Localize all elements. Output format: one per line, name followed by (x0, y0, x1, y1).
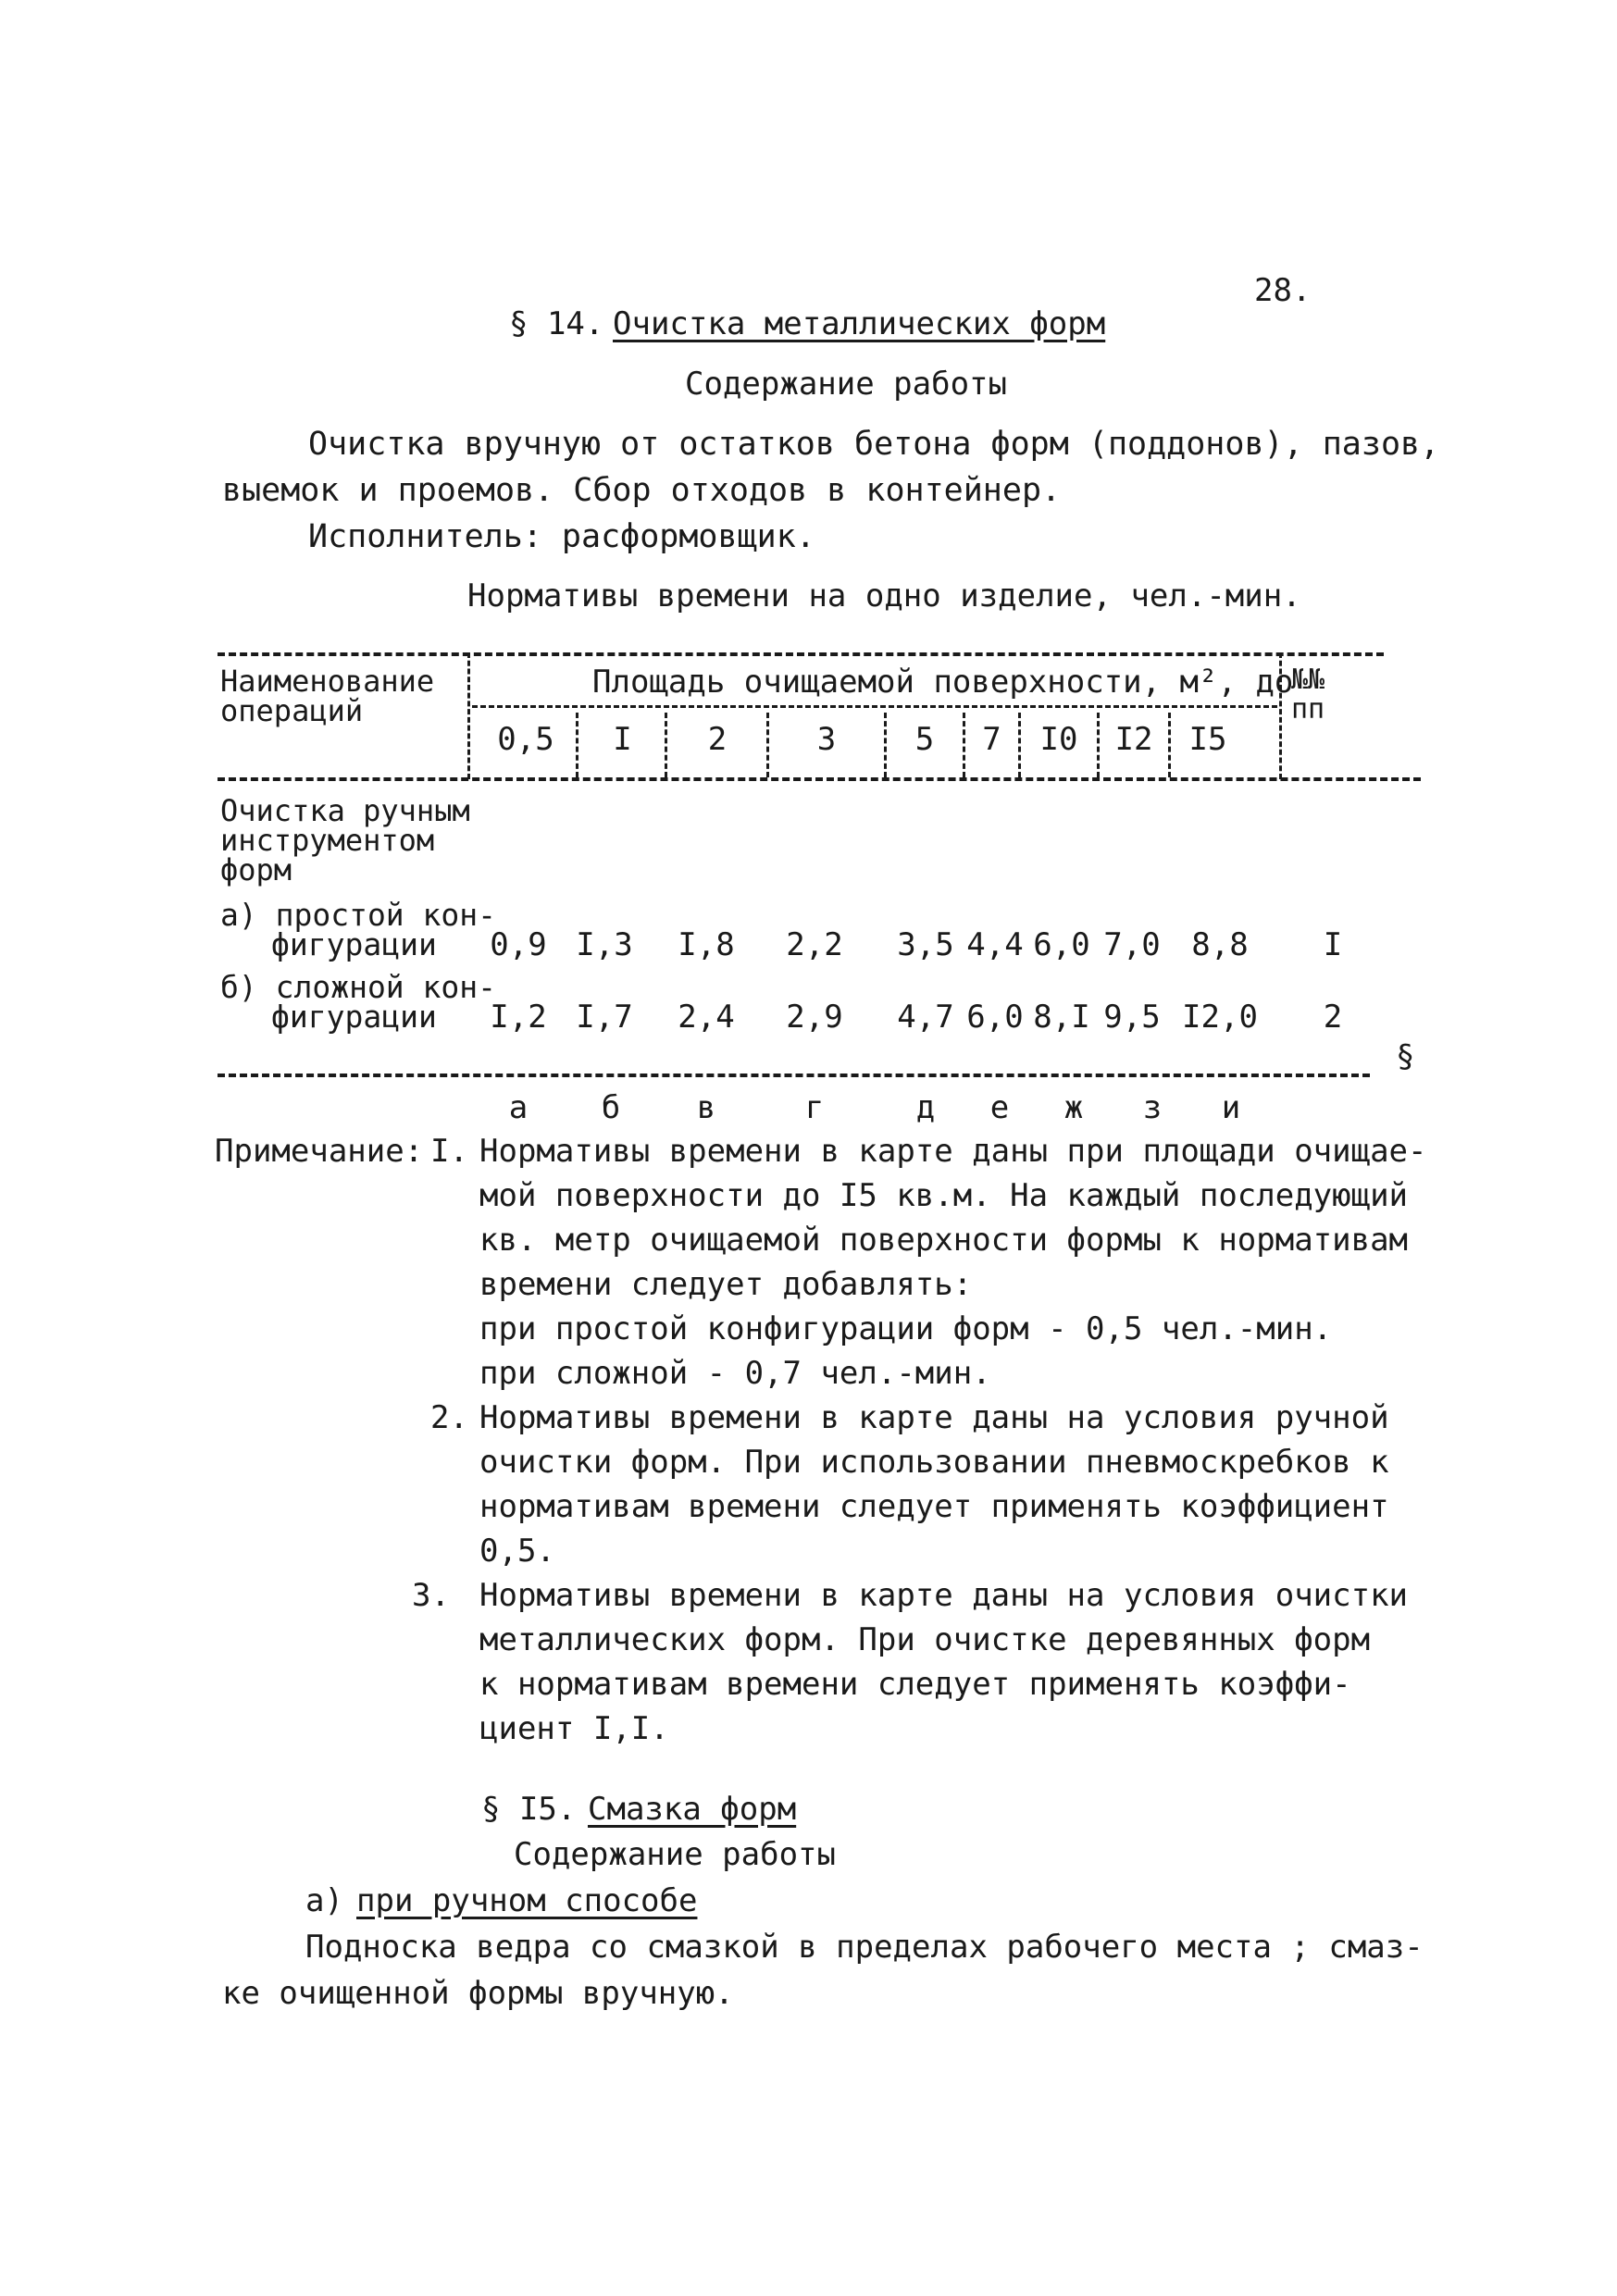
group-label-line3: форм (220, 852, 292, 887)
note-3-line-2: металлических форм. При очистке деревянных форм (479, 1621, 1371, 1658)
note-2-line-2: очистки форм. При использовании пневмоскребков к (479, 1444, 1389, 1481)
note-2-line-4: 0,5. (479, 1533, 555, 1570)
section-14-content-heading: Содержание работы (685, 366, 1007, 403)
row-a-value-4: 3,5 (897, 926, 954, 963)
header-num-line2: пп (1291, 693, 1325, 726)
note-3-number: 3. (412, 1577, 450, 1614)
header-name-line1: Наименование (220, 664, 435, 699)
header-num-line1: №№ (1291, 664, 1325, 696)
area-col-0: 0,5 (497, 721, 554, 758)
note-1-line-4: времени следует добавлять: (479, 1266, 973, 1303)
section-15-sub-label: а) (305, 1882, 343, 1919)
area-col-3: 3 (816, 721, 837, 758)
header-area: Площадь очищаемой поверхности, м², до (592, 664, 1294, 701)
note-1-line-5: при простой конфигурации форм - 0,5 чел.-мин. (479, 1310, 1333, 1347)
col-letter-7: з (1142, 1089, 1163, 1126)
col-letter-6: ж (1063, 1089, 1084, 1126)
section-15-sub-title: при ручном способе (356, 1882, 698, 1919)
row-b-value-6: 8,I (1033, 999, 1090, 1036)
row-a-value-7: 7,0 (1103, 926, 1161, 963)
row-a-value-3: 2,2 (786, 926, 843, 963)
row-a-label-line1: а) простой кон- (220, 897, 497, 933)
section-15-line2: ке очищенной формы вручную. (222, 1975, 734, 2012)
row-a-value-5: 4,4 (966, 926, 1024, 963)
col-letter-5: е (989, 1089, 1010, 1126)
row-b-value-2: 2,4 (678, 999, 735, 1036)
area-col-7: I2 (1114, 721, 1153, 758)
section-15-symbol: § I5. (481, 1791, 577, 1828)
area-col-6: I0 (1039, 721, 1078, 758)
col-letter-0: а (508, 1089, 529, 1126)
col-letter-2: в (696, 1089, 716, 1126)
col-letter-8: и (1221, 1089, 1241, 1126)
area-col-5: 7 (982, 721, 1001, 758)
col-divider-left (467, 652, 470, 779)
table-header-bottom-rule (218, 777, 1421, 781)
notes-label: Примечание: (215, 1133, 424, 1170)
margin-section-mark: § (1396, 1038, 1415, 1075)
section-14-content-line2: выемок и проемов. Сбор отходов в контейнер. (222, 472, 1062, 509)
table-top-rule (218, 652, 1384, 656)
area-col-1: I (613, 721, 632, 758)
section-14-symbol: § 14. (509, 305, 604, 342)
row-b-value-0: I,2 (490, 999, 547, 1036)
section-14-title: Очистка металлических форм (613, 305, 1106, 342)
col-letter-3: г (804, 1089, 825, 1126)
section-15-content-heading: Содержание работы (514, 1836, 836, 1873)
col-letter-1: б (601, 1089, 621, 1126)
group-label-line1: Очистка ручным (220, 793, 470, 828)
note-3-line-3: к нормативам времени следует применять коэффи- (479, 1666, 1351, 1703)
note-2-number: 2. (430, 1399, 468, 1436)
table-bottom-rule (218, 1074, 1370, 1077)
section-15-title: Смазка форм (588, 1791, 797, 1828)
row-a-num: I (1323, 926, 1343, 963)
row-b-value-7: 9,5 (1103, 999, 1161, 1036)
row-b-value-3: 2,9 (786, 999, 843, 1036)
col-letter-4: д (915, 1089, 936, 1126)
row-b-value-5: 6,0 (966, 999, 1024, 1036)
section-15-line1: Подноска ведра со смазкой в пределах рабочего места ; смаз- (305, 1929, 1424, 1966)
area-col-4: 5 (914, 721, 935, 758)
row-a-value-8: 8,8 (1191, 926, 1249, 963)
area-col-8: I5 (1188, 721, 1227, 758)
row-a-value-2: I,8 (678, 926, 735, 963)
note-1-line-1: Нормативы времени в карте даны при площади очищае- (479, 1133, 1427, 1170)
norms-caption: Нормативы времени на одно изделие, чел.-мин. (467, 577, 1301, 614)
row-a-label-line2: фигурации (271, 926, 437, 962)
row-a-value-1: I,3 (576, 926, 633, 963)
note-2-line-3: нормативам времени следует применять коэффициент (479, 1488, 1389, 1525)
row-b-value-8: I2,0 (1182, 999, 1258, 1036)
section-14-content-line1: Очистка вручную от остатков бетона форм (поддонов), пазов, (308, 426, 1440, 463)
note-1-line-6: при сложной - 0,7 чел.-мин. (479, 1355, 991, 1392)
area-col-2: 2 (707, 721, 728, 758)
row-b-label-line1: б) сложной кон- (220, 969, 497, 1005)
note-3-line-4: циент I,I. (479, 1710, 669, 1747)
row-b-label-line2: фигурации (271, 999, 437, 1035)
note-3-line-1: Нормативы времени в карте даны на условия очистки (479, 1577, 1409, 1614)
row-a-value-6: 6,0 (1033, 926, 1090, 963)
area-header-rule (472, 705, 1277, 708)
row-b-value-1: I,7 (576, 999, 633, 1036)
row-b-num: 2 (1323, 999, 1343, 1036)
row-a-value-0: 0,9 (490, 926, 547, 963)
header-name-line2: операций (220, 693, 364, 728)
page-number: 28. (1254, 272, 1312, 309)
note-1-number: I. (430, 1133, 468, 1170)
note-1-line-2: мой поверхности до I5 кв.м. На каждый последующий (479, 1177, 1409, 1214)
note-1-line-3: кв. метр очищаемой поверхности формы к нормативам (479, 1222, 1409, 1259)
row-b-value-4: 4,7 (897, 999, 954, 1036)
group-label-line2: инструментом (220, 823, 435, 858)
section-14-executor: Исполнитель: расформовщик. (308, 518, 815, 555)
note-2-line-1: Нормативы времени в карте даны на условия ручной (479, 1399, 1389, 1436)
